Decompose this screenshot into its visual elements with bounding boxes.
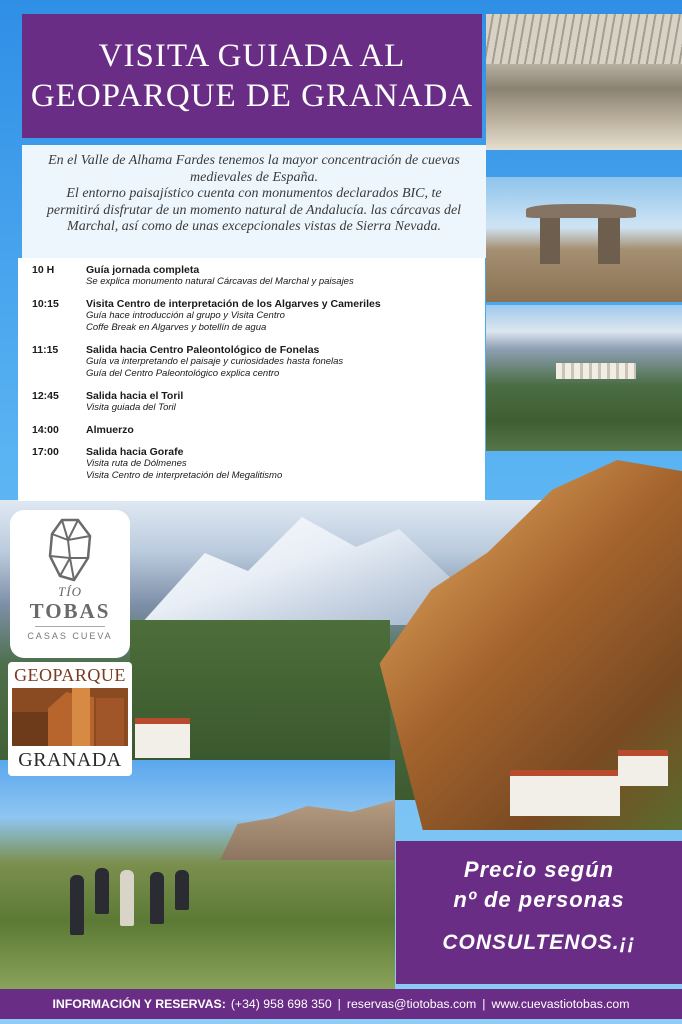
footer-phone[interactable]: (+34) 958 698 350	[230, 997, 332, 1011]
schedule-item	[32, 298, 485, 334]
logo-casas-cueva-text: CASAS CUEVA	[27, 631, 113, 641]
hiking-path-photo	[0, 760, 395, 990]
walker-figure	[120, 870, 134, 926]
schedule-detail: Se explica monumento natural Cárcavas del Marchal y paisajes	[86, 276, 354, 287]
schedule-time: 10:15	[32, 298, 59, 310]
schedule-detail: Visita Centro de interpretación del Megalitismo	[86, 470, 283, 481]
schedule-detail: Coffe Break en Algarves y botellín de agua	[86, 322, 267, 333]
schedule-title: Visita Centro de interpretación de los Algarves y Cameriles	[86, 298, 381, 310]
badlands-logo-icon	[12, 688, 128, 746]
glass-roof	[486, 14, 682, 64]
schedule-detail: Guía del Centro Paleontológico explica centro	[86, 368, 280, 379]
schedule-item	[32, 344, 485, 380]
title-line-2: GEOPARQUE DE GRANADA	[30, 78, 474, 114]
logo-tobas-text: TOBAS	[29, 599, 111, 623]
price-box	[396, 841, 682, 984]
walker-figure	[70, 875, 84, 935]
schedule-item	[32, 264, 485, 288]
footer-email[interactable]: reservas@tiotobas.com	[346, 997, 477, 1011]
schedule-item	[32, 390, 485, 414]
logo-tio-text: TÍO	[58, 584, 82, 599]
footer-website[interactable]: www.cuevastiotobas.com	[491, 997, 630, 1011]
schedule-detail: Visita guiada del Toril	[86, 402, 176, 413]
dolmen-photo	[486, 177, 682, 302]
footer-contact-bar	[0, 989, 682, 1019]
schedule-title: Salida hacia Gorafe	[86, 446, 184, 458]
cave-house	[510, 770, 620, 816]
schedule-time: 12:45	[32, 390, 59, 402]
schedule-time: 11:15	[32, 344, 59, 356]
cave-house-annex	[618, 750, 668, 786]
schedule-title: Salida hacia Centro Paleontológico de Fonelas	[86, 344, 320, 356]
title-banner	[22, 14, 482, 138]
tio-tobas-logo	[10, 510, 130, 658]
schedule-list	[18, 258, 485, 501]
description-paragraph-1: En el Valle de Alhama Fardes tenemos la mayor concentración de cuevas medievales de España.	[48, 153, 460, 185]
description-paragraph-2: El entorno paisajístico cuenta con monumentos declarados BIC, te permitirá disfrutar de un momento natural de Andalucía. las cárcavas del Marchal, así como de unas excepcionales vistas de Sierra Nevada.	[46, 186, 462, 234]
price-line-2: nº de personas	[453, 887, 625, 912]
stone-logo-icon	[48, 518, 92, 582]
geoparque-granada-logo	[8, 662, 132, 776]
description-box	[22, 145, 486, 258]
schedule-time: 17:00	[32, 446, 59, 458]
schedule-item	[32, 424, 485, 436]
interpretation-center-photo	[486, 14, 682, 150]
schedule-title: Guía jornada completa	[86, 264, 200, 276]
footer-separator: |	[337, 997, 341, 1011]
contact-call-to-action: CONSULTENOS.¡¡	[442, 931, 636, 954]
walker-figure	[175, 870, 189, 910]
footer-label: INFORMACIÓN Y RESERVAS:	[52, 997, 226, 1011]
footer-separator: |	[482, 997, 486, 1011]
schedule-item	[32, 446, 485, 482]
walker-figure	[95, 868, 109, 914]
walker-figure	[150, 872, 164, 924]
granada-text: GRANADA	[18, 749, 122, 771]
schedule-time: 10 H	[32, 264, 55, 276]
geoparque-text: GEOPARQUE	[14, 665, 126, 685]
schedule-detail: Guía hace introducción al grupo y Visita Centro	[86, 310, 285, 321]
schedule-detail: Guía va interpretando el paisaje y curiosidades hasta fonelas	[86, 356, 344, 367]
price-line-1: Precio según	[463, 857, 615, 882]
schedule-detail: Visita ruta de Dólmenes	[86, 458, 187, 469]
white-house	[135, 718, 190, 758]
title-line-1: VISITA GUIADA AL	[98, 38, 406, 74]
logo-divider	[35, 626, 105, 627]
schedule-title: Almuerzo	[86, 424, 134, 436]
schedule-title: Salida hacia el Toril	[86, 390, 184, 402]
village	[556, 363, 636, 379]
schedule-time: 14:00	[32, 424, 59, 436]
dolmen-stones	[526, 204, 636, 264]
sierra-valley-photo	[486, 305, 682, 451]
rock-ridge	[220, 800, 395, 860]
